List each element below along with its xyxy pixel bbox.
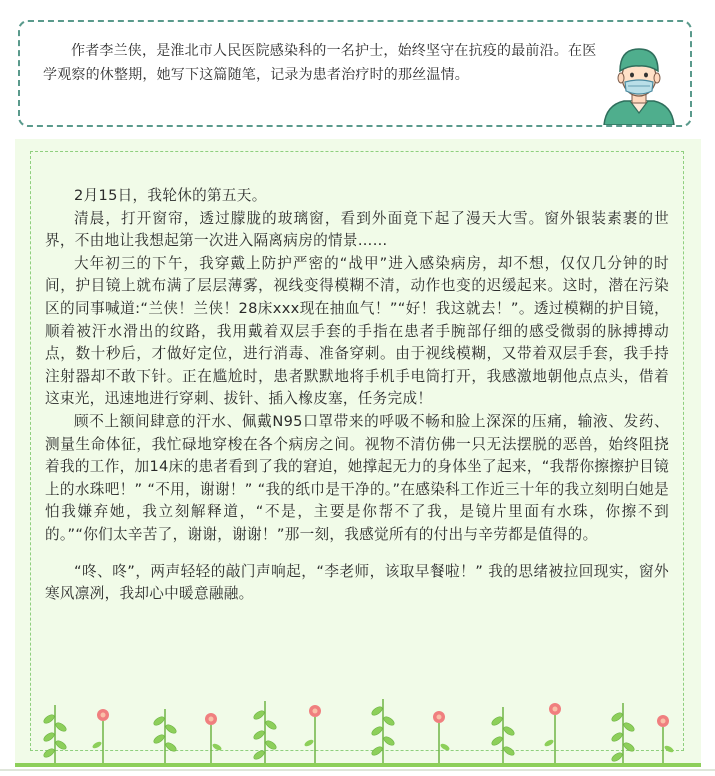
flower-icon bbox=[657, 715, 675, 763]
story-paragraph: 清晨，打开窗帘，透过朦胧的玻璃窗，看到外面竟下起了漫天大雪。窗外银装素裹的世界，不由地让我想起第一次进入隔离病房的情景…… bbox=[45, 209, 669, 250]
intro-box bbox=[18, 20, 692, 127]
flower-icon bbox=[303, 705, 321, 763]
bottom-divider bbox=[0, 769, 715, 771]
story-panel bbox=[15, 139, 701, 767]
leaf-sprig-icon bbox=[610, 703, 635, 763]
flower-border-decoration bbox=[15, 697, 701, 767]
leaf-sprig-icon bbox=[152, 709, 177, 763]
story-paragraph: 2月15日，我轮休的第五天。 bbox=[74, 187, 267, 204]
nurse-avatar-icon bbox=[600, 45, 678, 125]
intro-text: 作者李兰侠，是淮北市人民医院感染科的一名护士，始终坚守在抗疫的最前沿。在医学观察的休整期，她写下这篇随笔，记录为患者治疗时的那丝温情。 bbox=[43, 43, 597, 83]
flower-icon bbox=[433, 711, 451, 763]
story-paragraph: 顾不上额间肆意的汗水、佩戴N95口罩带来的呼吸不畅和脸上深深的压痛，输液、发药、测量生命体征，我忙碌地穿梭在各个病房之间。视物不清仿佛一只无法摆脱的恶兽，始终阻挠着我的工作，加14床的患者看到了我的窘迫，她撑起无力的身体坐了起来，“我帮你擦擦护目镜上的水珠吧！” “不用，谢谢！” “我的纸巾是干净的。”在感染科工作近三十年的我立刻明白她是怕我嫌弃她，我立刻解释道，“不是，主要是你帮不了我，是镜片里面有水珠，你擦不到的。”“你们太辛苦了，谢谢，谢谢！”那一刻，我感觉所有的付出与辛劳都是值得的。 bbox=[45, 412, 669, 543]
flower-icon bbox=[91, 709, 109, 763]
story-paragraph: 大年初三的下午，我穿戴上防护严密的“战甲”进入感染病房，却不想，仅仅几分钟的时间，护目镜上就布满了层层薄雾，视线变得模糊不清，动作也变的迟缓起来。这时，潜在污染区的同事喊道:“兰侠！兰侠！28床xxx现在抽血气！”“好！我这就去！”。透过模糊的护目镜，顺着被汗水滑出的纹路，我用戴着双层手套的手指在患者手腕部仔细的感受微弱的脉搏搏动点，数十秒后，才做好定位，进行消毒、准备穿刺。由于视线模糊，又带着双层手套，我手持注射器却不敢下针。正在尴尬时，患者默默地将手机手电筒打开，我感激地朝他点点头，借着这束光，迅速地进行穿刺、拔针、插入橡皮塞，任务完成！ bbox=[45, 254, 669, 408]
story-paragraph: “咚、咚”，两声轻轻的敲门声响起，“李老师，该取早餐啦！” 我的思绪被拉回现实，窗外寒风凛冽，我却心中暖意融融。 bbox=[45, 562, 669, 603]
leaf-sprig-icon bbox=[42, 705, 67, 763]
leaf-sprig-icon bbox=[370, 699, 395, 763]
leaf-sprig-icon bbox=[252, 701, 277, 763]
flower-icon bbox=[543, 703, 561, 763]
flower-icon bbox=[205, 713, 223, 763]
story-body bbox=[45, 185, 669, 606]
leaf-sprig-icon bbox=[490, 707, 515, 763]
